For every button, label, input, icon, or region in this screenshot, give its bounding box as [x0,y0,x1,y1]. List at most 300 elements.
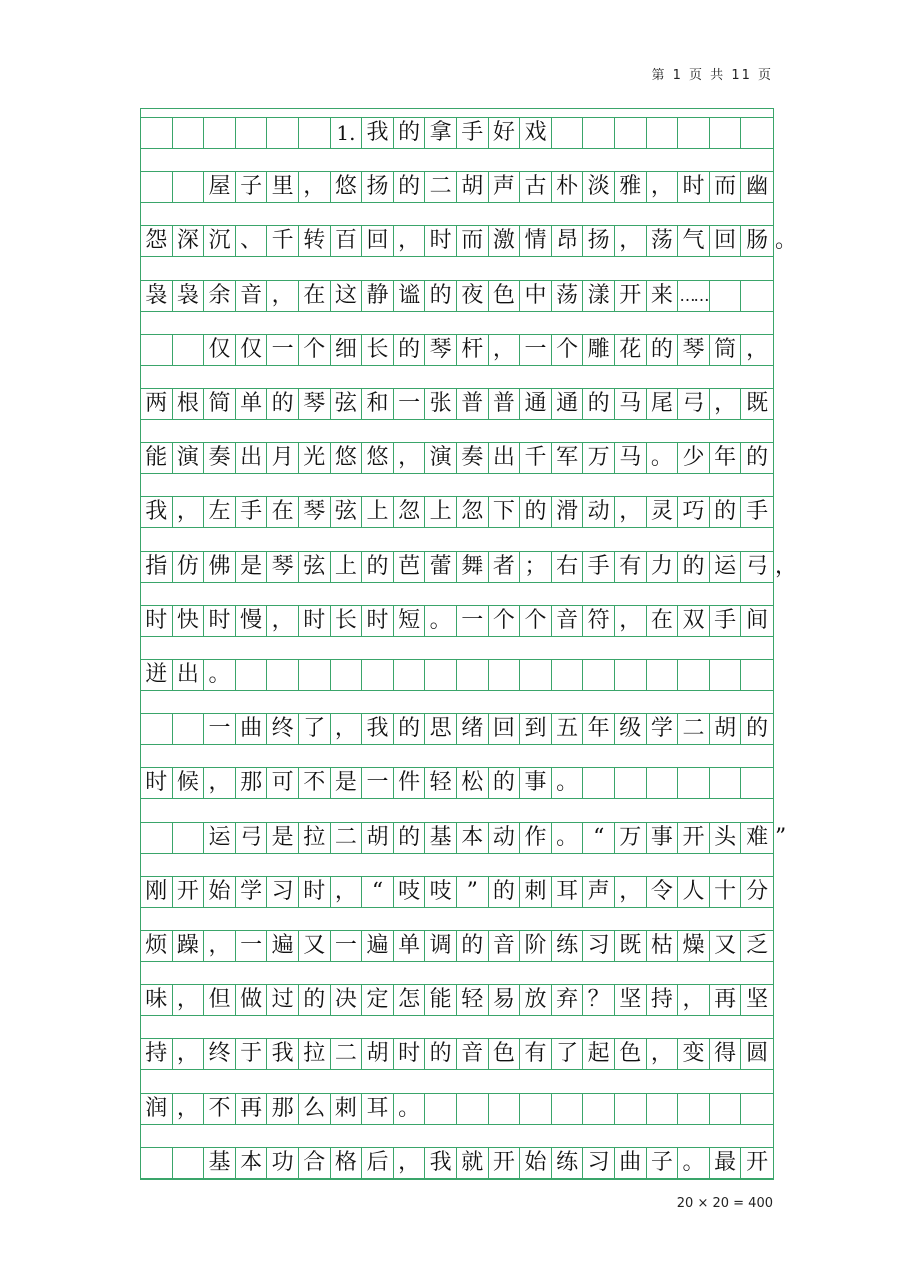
grid-cell: 润 [141,1094,173,1124]
grid-row [141,1093,773,1125]
grid-cell: 屋 [204,172,236,202]
grid-cell [710,660,742,690]
grid-cell: 张 [425,389,457,419]
grid-cell: 耳 [362,1094,394,1124]
grid-cell [647,768,679,798]
grid-cell: 琴 [425,335,457,365]
grid-cell: 。 [678,1148,710,1178]
grid-cell: 但 [204,985,236,1015]
grid-cell: 色 [615,1039,647,1069]
grid-cell: ， [615,606,647,636]
grid-cell: 来 [647,281,679,311]
grid-cell: 迸 [141,660,173,690]
grid-cell: 刚 [141,877,173,907]
grid-cell: 气 [678,226,710,256]
grid-cell: 是 [267,823,299,853]
grid-cell: 沉 [204,226,236,256]
grid-cell: 变 [678,1039,710,1069]
grid-cell: 普 [489,389,521,419]
grid-cell: 运 [204,823,236,853]
grid-cell: ， [615,497,647,527]
grid-cell: 而 [457,226,489,256]
grid-cell: 开 [489,1148,521,1178]
grid-cell: 转 [299,226,331,256]
grid-cell: 一 [331,931,363,961]
overflow-punctuation: 。 [775,228,798,254]
grid-cell: 。 [425,606,457,636]
grid-cell: 回 [710,226,742,256]
grid-cell: 下 [489,497,521,527]
grid-cell: 能 [141,443,173,473]
grid-cell: 最 [710,1148,742,1178]
grid-cell: 那 [267,1094,299,1124]
grid-cell: ， [267,606,299,636]
grid-cell: 的 [647,335,679,365]
grid-cell: 遍 [267,931,299,961]
grid-cell: 时 [678,172,710,202]
grid-cell: 上 [425,497,457,527]
grid-cell: 灵 [647,497,679,527]
grid-cell: 子 [647,1148,679,1178]
grid-cell: 夜 [457,281,489,311]
grid-cell: 胡 [362,1039,394,1069]
grid-cell: 么 [299,1094,331,1124]
grid-cell: 声 [583,877,615,907]
grid-cell: 1. [331,118,363,148]
grid-cell: 马 [615,389,647,419]
grid-cell: 扬 [362,172,394,202]
grid-cell: 和 [362,389,394,419]
grid-cell: 开 [746,1149,769,1175]
grid-cell: 一 [362,768,394,798]
grid-cell: 在 [299,281,331,311]
grid-cell: 有 [615,552,647,582]
grid-cell: 是 [236,552,268,582]
grid-cell: 起 [583,1039,615,1069]
grid-cell: ， [173,1094,205,1124]
grid-cell: 的 [267,389,299,419]
grid-cell: 不 [204,1094,236,1124]
grid-cell [710,118,742,148]
grid-row [141,551,798,583]
grid-cell: 光 [299,443,331,473]
grid-cell [552,1094,584,1124]
grid-cell: 个 [552,335,584,365]
grid-cell: 格 [331,1148,363,1178]
grid-row [141,984,773,1016]
grid-cell: 戏 [520,118,552,148]
grid-cell [615,768,647,798]
grid-cell: 静 [362,281,394,311]
grid-cell [457,660,489,690]
grid-cell: “ [583,823,615,853]
grid-cell [552,118,584,148]
grid-cell: 的 [489,877,521,907]
grid-cell: 上 [362,497,394,527]
grid-cell [204,118,236,148]
grid-cell: 荡 [552,281,584,311]
grid-cell: 而 [710,172,742,202]
grid-cell: 琴 [299,497,331,527]
grid-cell: 少 [678,443,710,473]
grid-row [141,767,773,799]
grid-cell: 者 [489,552,521,582]
grid-cell: 坚 [615,985,647,1015]
grid-cell: 深 [173,226,205,256]
grid-cell: 百 [331,226,363,256]
grid-cell: 奏 [457,443,489,473]
grid-cell: 细 [331,335,363,365]
grid-cell: 弦 [299,552,331,582]
grid-cell: 简 [204,389,236,419]
grid-cell: 的 [394,118,426,148]
grid-cell [615,660,647,690]
grid-cell: 二 [678,714,710,744]
grid-cell: 激 [489,226,521,256]
grid-cell: 一 [267,335,299,365]
grid-cell: 习 [583,931,615,961]
grid-cell: 动 [583,497,615,527]
grid-cell: ？ [583,985,615,1015]
grid-cell: 滑 [552,497,584,527]
grid-row [141,117,773,149]
grid-cell: 就 [457,1148,489,1178]
grid-cell [141,118,173,148]
grid-cell: 既 [615,931,647,961]
grid-cell: ， [647,172,679,202]
grid-cell: ， [615,877,647,907]
grid-cell: 根 [173,389,205,419]
grid-cell: 弓 [746,553,769,579]
grid-cell: 燥 [678,931,710,961]
grid-cell: 既 [746,391,769,416]
grid-cell: 色 [489,281,521,311]
grid-cell [141,172,173,202]
grid-cell: 耳 [552,877,584,907]
grid-cell: 上 [331,552,363,582]
grid-cell: 持 [141,1039,173,1069]
grid-cell [710,281,742,311]
grid-cell: 十 [710,877,742,907]
grid-cell: 仿 [173,552,205,582]
grid-cell: 本 [236,1148,268,1178]
grid-cell: 弦 [331,389,363,419]
grid-row [141,1038,773,1070]
grid-cell: 调 [425,931,457,961]
grid-row [141,171,773,203]
grid-cell: 悠 [362,443,394,473]
grid-cell [425,1094,457,1124]
grid-cell: ， [173,497,205,527]
grid-cell [741,660,773,690]
grid-cell: “ [362,877,394,907]
grid-cell [394,660,426,690]
grid-cell: ， [267,281,299,311]
grid-cell [141,335,173,365]
grid-cell [583,1094,615,1124]
grid-cell: 的 [489,768,521,798]
grid-cell: 右 [552,552,584,582]
grid-cell: ， [173,985,205,1015]
grid-cell [236,118,268,148]
grid-cell: 绪 [457,714,489,744]
grid-cell [678,768,710,798]
grid-cell: 漾 [583,281,615,311]
grid-cell: 是 [331,768,363,798]
grid-cell: 万 [615,823,647,853]
grid-cell: ， [615,226,647,256]
grid-row [141,496,773,528]
grid-cell: 的 [362,552,394,582]
grid-cell: ， [299,172,331,202]
grid-cell: 长 [331,606,363,636]
grid-cell [678,1094,710,1124]
grid-cell: 谧 [394,281,426,311]
grid-cell: 两 [141,389,173,419]
grid-cell: 音 [489,931,521,961]
grid-cell [552,660,584,690]
grid-cell: 。 [647,443,679,473]
grid-cell: 到 [520,714,552,744]
grid-cell [362,660,394,690]
grid-cell: 刺 [520,877,552,907]
grid-cell: 的 [457,931,489,961]
overflow-punctuation: ， [775,553,798,579]
grid-cell: 做 [236,985,268,1015]
grid-cell [299,118,331,148]
grid-cell: 仅 [204,335,236,365]
grid-cell: 的 [394,823,426,853]
grid-cell: 五 [552,714,584,744]
grid-cell: 个 [520,606,552,636]
grid-row [141,334,773,366]
grid-cell: 袅 [141,281,173,311]
grid-cell: 力 [647,552,679,582]
grid-cell: 轻 [457,985,489,1015]
grid-cell: 的 [394,172,426,202]
grid-cell: ， [394,226,426,256]
grid-cell: 琴 [299,389,331,419]
grid-cell: 怎 [394,985,426,1015]
overflow-punctuation: ” [775,824,787,850]
grid-cell: 于 [236,1039,268,1069]
grid-cell: 我 [425,1148,457,1178]
grid-cell: 学 [647,714,679,744]
grid-cell: 定 [362,985,394,1015]
grid-cell: 松 [457,768,489,798]
grid-cell: 人 [678,877,710,907]
grid-cell: 基 [204,1148,236,1178]
grid-cell: 的 [583,389,615,419]
grid-cell: 的 [678,552,710,582]
grid-cell: 始 [204,877,236,907]
grid-cell: 再 [710,985,742,1015]
grid-cell: 决 [331,985,363,1015]
grid-cell: 习 [267,877,299,907]
grid-cell: 手 [583,552,615,582]
grid-cell: 一 [204,714,236,744]
grid-cell: 的 [425,281,457,311]
grid-cell: 芭 [394,552,426,582]
grid-cell: 可 [267,768,299,798]
grid-cell: 怨 [141,226,173,256]
grid-cell: ” [457,877,489,907]
grid-cell: 拉 [299,1039,331,1069]
grid-cell: 再 [236,1094,268,1124]
grid-cell: 放 [520,985,552,1015]
grid-cell: 事 [647,823,679,853]
grid-cell: 的 [299,985,331,1015]
grid-cell: 又 [710,931,742,961]
grid-cell: 时 [299,606,331,636]
grid-cell [299,660,331,690]
grid-cell: 出 [489,443,521,473]
grid-cell: 开 [173,877,205,907]
grid-cell: 有 [520,1039,552,1069]
grid-cell: 的 [520,497,552,527]
grid-cell: 符 [583,606,615,636]
grid-cell: 弓 [236,823,268,853]
grid-cell: 里 [267,172,299,202]
grid-cell: 千 [267,226,299,256]
grid-cell: 个 [489,606,521,636]
grid-cell: 得 [710,1039,742,1069]
grid-cell: 圆 [746,1041,769,1067]
grid-cell: 单 [394,931,426,961]
grid-cell: 阶 [520,931,552,961]
grid-cell: 曲 [236,714,268,744]
grid-cell: 余 [204,281,236,311]
grid-cell: 思 [425,714,457,744]
grid-cell: 不 [299,768,331,798]
grid-cell: 佛 [204,552,236,582]
grid-cell: 中 [520,281,552,311]
grid-cell: 个 [299,335,331,365]
grid-cell: 的 [394,335,426,365]
grid-cell [647,1094,679,1124]
grid-cell: 琴 [678,335,710,365]
grid-cell: ， [204,768,236,798]
grid-cell: 荡 [647,226,679,256]
grid-cell: 朴 [552,172,584,202]
grid-cell: 悠 [331,172,363,202]
grid-cell: 。 [204,660,236,690]
grid-cell: 事 [520,768,552,798]
grid-cell: 舞 [457,552,489,582]
grid-cell: 年 [583,714,615,744]
grid-cell [173,118,205,148]
grid-cell: 时 [394,1039,426,1069]
grid-cell: 的 [710,497,742,527]
grid-cell [520,1094,552,1124]
grid-cell: 的 [746,716,769,742]
grid-cell: 时 [141,606,173,636]
grid-cell: 我 [267,1039,299,1069]
grid-cell: 坚 [746,987,769,1013]
grid-cell: 拿 [425,118,457,148]
grid-cell: 令 [647,877,679,907]
grid-cell: 躁 [173,931,205,961]
grid-cell [489,660,521,690]
grid-cell: 出 [236,443,268,473]
grid-cell: 悠 [331,443,363,473]
grid-cell: ， [331,714,363,744]
grid-cell: 轻 [425,768,457,798]
grid-cell: 学 [236,877,268,907]
grid-cell: 忽 [394,497,426,527]
grid-cell: 合 [299,1148,331,1178]
grid-cell: 弃 [552,985,584,1015]
grid-cell: 吱 [425,877,457,907]
grid-cell: 我 [141,497,173,527]
grid-cell: 千 [520,443,552,473]
grid-cell: 普 [457,389,489,419]
grid-cell: 胡 [457,172,489,202]
grid-cell: 时 [425,226,457,256]
grid-cell: 。 [552,823,584,853]
grid-cell: ； [520,552,552,582]
grid-cell: 情 [520,226,552,256]
grid-cell [678,118,710,148]
grid-cell: 手 [236,497,268,527]
grid-cell: 功 [267,1148,299,1178]
grid-cell: 胡 [710,714,742,744]
grid-cell: 一 [394,389,426,419]
grid-cell: 演 [425,443,457,473]
grid-cell [741,1094,773,1124]
grid-cell: 音 [236,281,268,311]
grid-cell: 二 [331,1039,363,1069]
grid-cell: 回 [362,226,394,256]
grid-cell: ， [394,443,426,473]
grid-cell [173,714,205,744]
grid-cell: 忽 [457,497,489,527]
grid-cell: 运 [710,552,742,582]
grid-cell: 遍 [362,931,394,961]
grid-row [141,1147,773,1179]
grid-cell: 军 [552,443,584,473]
grid-cell: 古 [520,172,552,202]
grid-row [141,388,773,420]
grid-cell: ， [394,1148,426,1178]
grid-cell: ， [746,336,769,362]
grid-cell: 乏 [746,933,769,958]
grid-cell: 这 [331,281,363,311]
grid-cell: 习 [583,1148,615,1178]
grid-cell [267,660,299,690]
grid-cell: 本 [457,823,489,853]
grid-cell: 动 [489,823,521,853]
grid-row [141,605,773,637]
grid-cell: 一 [236,931,268,961]
grid-cell: 双 [678,606,710,636]
grid-cell: 短 [394,606,426,636]
grid-cell [236,660,268,690]
grid-cell: 件 [394,768,426,798]
grid-cell: 通 [520,389,552,419]
grid-cell [425,660,457,690]
grid-cell: 演 [173,443,205,473]
grid-cell [141,714,173,744]
grid-cell: 。 [394,1094,426,1124]
grid-cell: 指 [141,552,173,582]
grid-cell [141,823,173,853]
grid-cell [173,172,205,202]
grid-cell: 的 [425,1039,457,1069]
grid-cell: 出 [173,660,205,690]
page-number-label: 第 1 页 共 11 页 [651,68,773,83]
grid-cell: ， [647,1039,679,1069]
